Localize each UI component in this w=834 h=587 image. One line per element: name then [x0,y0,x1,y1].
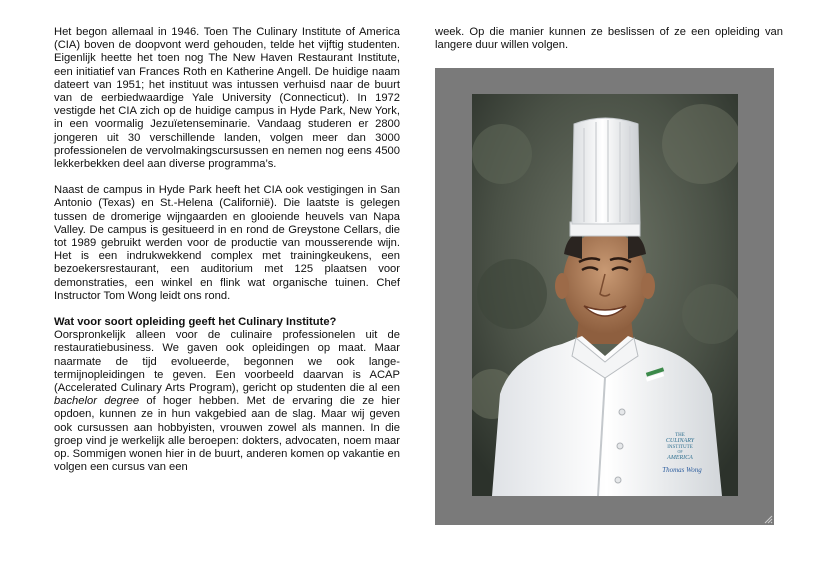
embroidered-name: Thomas Wong [662,466,702,474]
answer-text-italic: bachelor degree [54,395,140,408]
answer-text-start: Oorspronkelijk alleen voor de culinaire professionelen uit de restauratiebusiness. We gaven ook opleidingen op maat. Maar naarmate de tijd evolueerde, begonnen we ook lange-termijnopleidingen te geven. Een voorbeeld daarvan is ACAP (Accelerated Culinary Arts Program), gericht op studenten die al een [54,329,400,395]
chef-portrait-illustration [472,94,738,496]
answer-text-end: of hoger hebben. Met de ervaring die ze hier opdoen, kunnen ze in hun vakgebied aan de slag. Maar wij geven ook cursussen aan hobbyisten, vrouwen zowel als mannen. In die groep vind je werkelijk alle beroepen: dokters, advocaten, noem maar op. Sommigen wonen hier in de buurt, anderen komen op vakantie en volgen een cursus van een [54,395,400,474]
article-left-column [54,26,400,475]
logo-line-1: THE [675,433,685,438]
paragraph-history: Het begon allemaal in 1946. Toen The Culinary Institute of America (CIA) boven de doopvont werd gehouden, telde het vijftig studenten. Eigenlijk heette het toen nog The New Haven Restaurant Institute, een initiatief van Frances Roth en Katherine Angell. De huidige naam dateert van 1951; het instituut was intussen verhuisd naar de buurt van de eerbiedwaardige Yale University (Connecticut). In 1972 vestigde het CIA zich op de huidige campus in Hyde Park, New York, in een voormalig Jezuïetenseminarie. Vandaag studeren er 2800 jongeren uit 30 verschillende landen, volgen meer dan 3000 professionelen de vervolmakingscursussen en nemen nog eens 4500 lekkerbekken deel aan diverse programma’s. [54,26,400,171]
paragraph-continuation: week. Op die manier kunnen ze beslissen of ze een opleiding van langere duur willen volgen. [435,26,783,52]
article-right-column [435,26,783,52]
paragraph-education [54,316,400,474]
photo-frame [435,68,774,525]
logo-line-2: CULINARY [665,438,695,444]
question-heading: Wat voor soort opleiding geeft het Culinary Institute? [54,316,337,329]
chef-portrait-photo [472,94,738,496]
logo-line-4: OF [677,449,683,454]
logo-line-3: INSTITUTE [667,445,693,450]
resize-grip-icon [764,515,773,524]
paragraph-campuses: Naast de campus in Hyde Park heeft het CIA ook vestigingen in San Antonio (Texas) en St.-Helena (Californië). Die laatste is gelegen tussen de dromerige wijngaarden en glooiende heuvels van Napa Valley. De campus is gesitueerd in en rond de Greystone Cellars, die tot 1989 gebruikt werden voor de productie van mousserende wijn. Het is een indrukwekkend complex met trainingkeukens, een bezoekersrestaurant, een auditorium met 125 plaatsen voor demonstraties, een winkel en flink wat organische tuinen. Chef Instructor Tom Wong leidt ons rond. [54,184,400,302]
logo-line-5: AMERICA [667,455,693,461]
